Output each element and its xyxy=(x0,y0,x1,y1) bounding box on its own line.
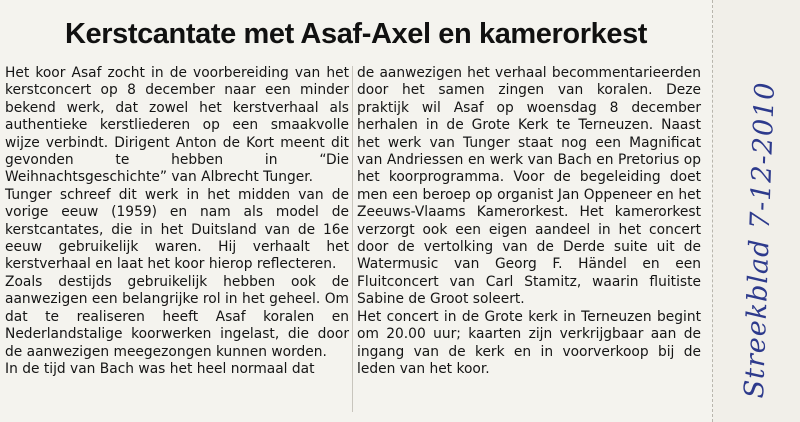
paragraph: Het koor Asaf zocht in de voorbereiding van het kerstconcert op 8 december naar een minder bekend werk, dat zowel het kerstverhaal als authentieke kerstliederen op een smaakvolle wijze verbindt. Dirigent Anton de Kort meent dit gevonden te hebben in “Die Weihnachtsgeschichte” van Albrecht Tunger. xyxy=(5,65,349,186)
paragraph: In de tijd van Bach was het heel normaal dat xyxy=(5,360,315,377)
paragraph: Tunger schreef dit werk in het midden van de vorige eeuw (1959) en nam als model de kerstcantates, die in het Duitsland van de 16e eeuw gebruikelijk waren. Hij verhaalt het kerstverhaal en laat het koor hierop reflecteren. xyxy=(5,186,349,273)
article-column-left xyxy=(5,65,349,378)
article-headline: Kerstcantate met Asaf-Axel en kamerorkest xyxy=(64,18,648,50)
paragraph: Zoals destijds gebruikelijk hebben ook de aanwezigen een belangrijke rol in het geheel. Om dat te realiseren heeft Asaf koralen en Nederlandstalige koorwerken ingelast, die door de aanwezigen meegezongen kunnen worden. xyxy=(5,273,349,360)
article-column-right xyxy=(357,65,701,378)
column-divider xyxy=(352,66,353,412)
paragraph: de aanwezigen het verhaal becommentarieerden door het samen zingen van koralen. Deze praktijk wil Asaf op woensdag 8 december herhalen in de Grote Kerk te Terneuzen. Naast het werk van Tunger staat nog een Magnificat van Andriessen en werk van Bach en Pretorius op het koorprogramma. Voor de begeleiding doet men een beroep op organist Jan Oppeneer en het Zeeuws-Vlaams Kamerorkest. Het kamerorkest verzorgt ook een eigen aandeel in het concert door de vertolking van de Derde suite uit de Watermusic van Georg F. Händel en een Fluitconcert van Carl Stamitz, waarin fluitiste Sabine de Groot soleert. xyxy=(357,65,701,308)
paragraph: Het concert in de Grote kerk in Terneuzen begint om 20.00 uur; kaarten zijn verkrijgbaar aan de ingang van de kerk en in voorverkoop bij de leden van het koor. xyxy=(357,308,701,377)
handwritten-source-date: Streekblad 7-12-2010 xyxy=(738,81,782,399)
